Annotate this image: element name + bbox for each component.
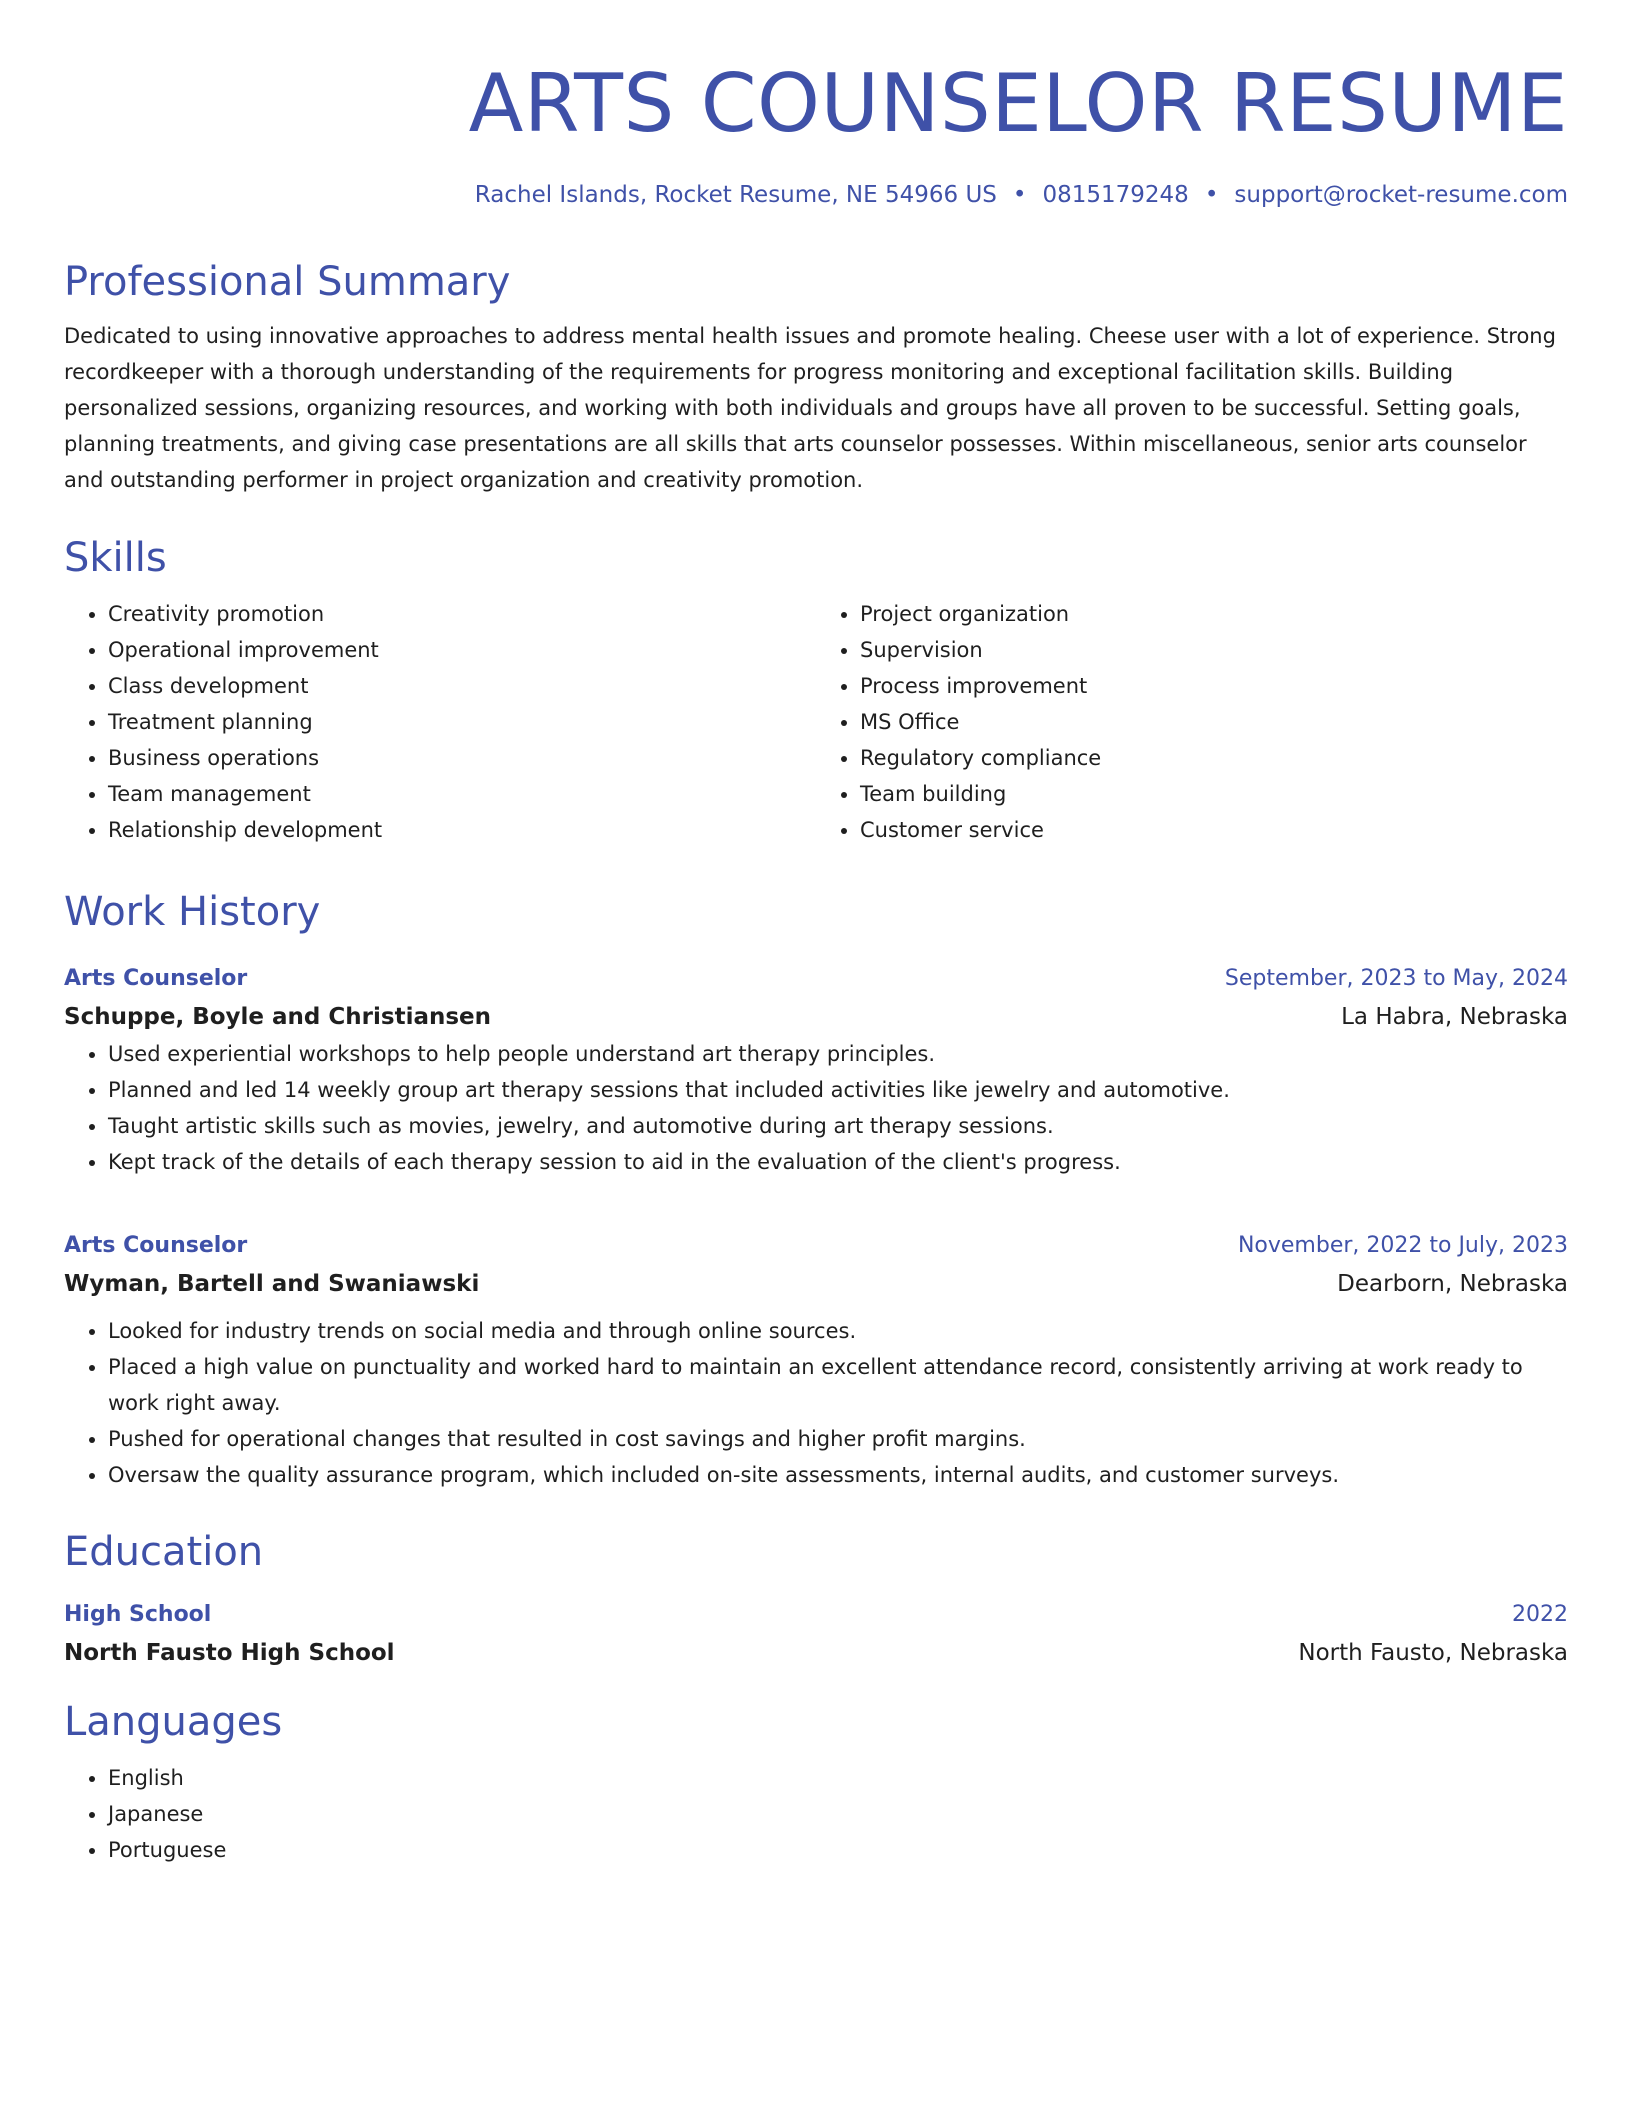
contact-separator: • [1204, 182, 1219, 208]
job-location: La Habra, Nebraska [1341, 1004, 1568, 1030]
education-location: North Fausto, Nebraska [1298, 1640, 1568, 1666]
skills-list-right [816, 596, 1568, 848]
education-school: North Fausto High School [64, 1640, 395, 1666]
job-location: Dearborn, Nebraska [1337, 1271, 1568, 1297]
job-employer: Wyman, Bartell and Swaniawski [64, 1271, 480, 1297]
education-entry [64, 1596, 1568, 1672]
summary-section [64, 258, 1568, 498]
skill-item: • Regulatory compliance [860, 740, 1568, 776]
language-item: • English [108, 1760, 1568, 1796]
job-bullet: • Used experiential workshops to help people understand art therapy principles. [108, 1036, 1568, 1072]
job-header-row [64, 960, 1568, 998]
skill-item: • Treatment planning [108, 704, 816, 740]
contact-separator: • [1012, 182, 1027, 208]
education-heading: Education [64, 1529, 264, 1575]
job-bullet: • Placed a high value on punctuality and worked hard to maintain an excellent attendance record, consistently arriving at work ready to work right away. [108, 1349, 1568, 1421]
language-item: • Japanese [108, 1796, 1568, 1832]
languages-heading: Languages [64, 1699, 283, 1745]
skill-item: • Supervision [860, 632, 1568, 668]
skill-item: • Relationship development [108, 812, 816, 848]
job-employer-row [64, 1265, 1568, 1303]
job-header-row [64, 1227, 1568, 1265]
languages-section [64, 1698, 1568, 1868]
job-dates: November, 2022 to July, 2023 [1237, 1233, 1568, 1258]
education-school-row [64, 1634, 1568, 1672]
skill-item: • Customer service [860, 812, 1568, 848]
work-history-heading: Work History [64, 889, 321, 935]
education-section [64, 1528, 1568, 1576]
job-entry [64, 960, 1568, 1180]
summary-heading: Professional Summary [64, 259, 511, 305]
skill-item: • Operational improvement [108, 632, 816, 668]
job-title: Arts Counselor [64, 1233, 248, 1258]
skills-list-left [64, 596, 816, 848]
education-degree: High School [64, 1602, 212, 1627]
education-year: 2022 [1512, 1602, 1568, 1627]
skill-item: • Class development [108, 668, 816, 704]
contact-phone: 0815179248 [1042, 182, 1189, 208]
skills-section [64, 534, 1568, 848]
job-title: Arts Counselor [64, 966, 248, 991]
job-entry [64, 1227, 1568, 1493]
contact-line [475, 180, 1568, 210]
job-bullets [64, 1036, 1568, 1180]
job-bullet: • Looked for industry trends on social media and through online sources. [108, 1313, 1568, 1349]
job-dates: September, 2023 to May, 2024 [1224, 966, 1568, 991]
skill-item: • Creativity promotion [108, 596, 816, 632]
skill-item: • Business operations [108, 740, 816, 776]
work-history-section [64, 888, 1568, 936]
languages-list [64, 1760, 1568, 1868]
skills-heading: Skills [64, 535, 167, 581]
job-bullet: • Kept track of the details of each therapy session to aid in the evaluation of the client's progress. [108, 1144, 1568, 1180]
skills-columns [64, 596, 1568, 848]
job-bullet: • Planned and led 14 weekly group art therapy sessions that included activities like jewelry and automotive. [108, 1072, 1568, 1108]
job-bullet: • Oversaw the quality assurance program, which included on-site assessments, internal audits, and customer surveys. [108, 1457, 1568, 1493]
skill-item: • Team building [860, 776, 1568, 812]
contact-email: support@rocket-resume.com [1234, 182, 1568, 208]
skill-item: • MS Office [860, 704, 1568, 740]
job-bullet: • Taught artistic skills such as movies, jewelry, and automotive during art therapy sessions. [108, 1108, 1568, 1144]
skill-item: • Process improvement [860, 668, 1568, 704]
contact-address: Rachel Islands, Rocket Resume, NE 54966 US [474, 182, 997, 208]
job-bullets [64, 1313, 1568, 1493]
summary-text: Dedicated to using innovative approaches to address mental health issues and promote healing. Cheese user with a lot of experience. Strong recordkeeper with a thorough understanding of the requirements for progress monitoring and exceptional facilitation skills. Building personalized sessions, organizing resources, and working with both individuals and groups have all proven to be successful. Setting goals, planning treatments, and giving case presentations are all skills that arts counselor possesses. Within miscellaneous, senior arts counselor and outstanding performer in project organization and creativity promotion. [64, 324, 1556, 492]
skill-item: • Team management [108, 776, 816, 812]
skill-item: • Project organization [860, 596, 1568, 632]
language-item: • Portuguese [108, 1832, 1568, 1868]
job-bullet: • Pushed for operational changes that resulted in cost savings and higher profit margins. [108, 1421, 1568, 1457]
job-employer-row [64, 998, 1568, 1036]
job-employer: Schuppe, Boyle and Christiansen [64, 1004, 492, 1030]
education-header-row [64, 1596, 1568, 1634]
resume-title: ARTS COUNSELOR RESUME [468, 57, 1568, 150]
